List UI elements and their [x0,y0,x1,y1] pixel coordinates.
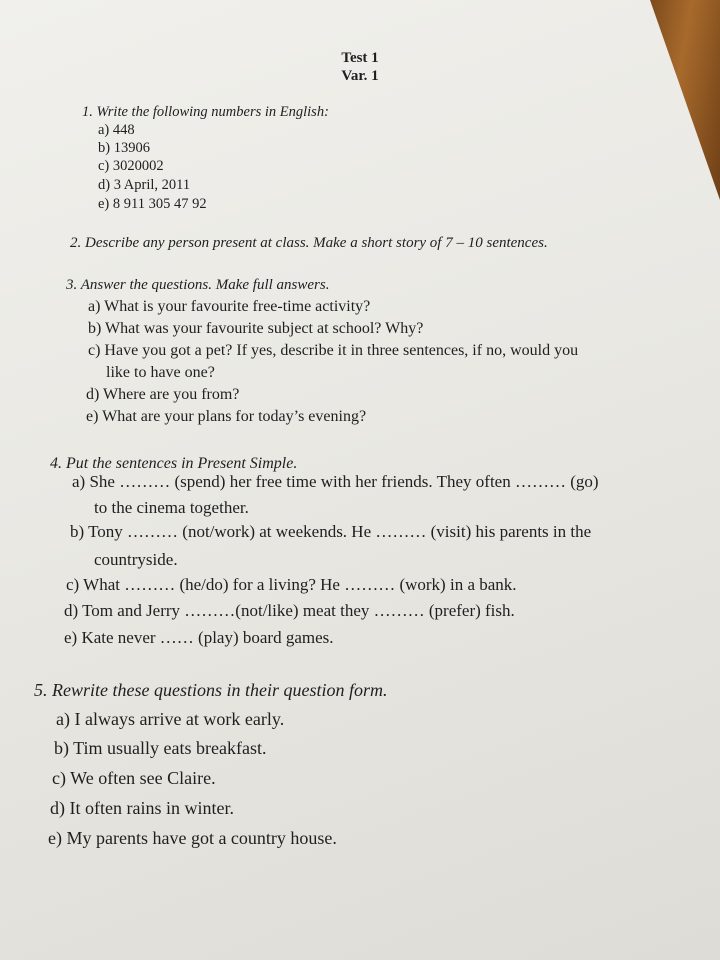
q5-item-d: d) It often rains in winter. [50,798,234,818]
q3-item-b: b) What was your favourite subject at school? Why? [88,320,424,337]
q4-item-b-cont: countryside. [94,550,178,569]
q5-item-e: e) My parents have got a country house. [48,828,337,848]
q3-item-a: a) What is your favourite free-time activity? [88,298,371,315]
q2-title: 2. Describe any person present at class. Make a short story of 7 – 10 sentences. [70,235,548,251]
q1-title: 1. Write the following numbers in English: [82,104,329,120]
q1-item-a: a) 448 [98,122,135,138]
desk-edge [650,0,720,200]
q1-item-d: d) 3 April, 2011 [98,177,191,193]
q1-item-e: e) 8 911 305 47 92 [98,196,207,212]
q4-item-c: c) What ……… (he/do) for a living? He ……… (work) in a bank. [66,575,517,594]
q1-item-b: b) 13906 [98,140,150,156]
test-variant: Var. 1 [341,68,379,84]
q3-title: 3. Answer the questions. Make full answers. [66,277,330,293]
q5-title: 5. Rewrite these questions in their question form. [34,680,388,700]
q3-item-e: e) What are your plans for today’s evening? [86,408,367,425]
q3-item-d: d) Where are you from? [86,386,240,403]
q5-item-c: c) We often see Claire. [52,768,216,788]
q1-item-c: c) 3020002 [98,158,164,174]
q4-title: 4. Put the sentences in Present Simple. [50,455,298,472]
q4-item-e: e) Kate never …… (play) board games. [64,628,334,647]
q4-item-a-cont: to the cinema together. [94,498,249,517]
q3-item-c-cont: like to have one? [106,364,215,381]
q5-item-b: b) Tim usually eats breakfast. [54,738,267,758]
q3-item-c: c) Have you got a pet? If yes, describe it in three sentences, if no, would you [88,342,579,359]
q4-item-b: b) Tony ……… (not/work) at weekends. He ……… (visit) his parents in the [70,522,592,541]
q4-item-d: d) Tom and Jerry ………(not/like) meat they ……… (prefer) fish. [64,601,515,620]
test-title: Test 1 [341,50,379,66]
q5-item-a: a) I always arrive at work early. [56,709,285,729]
q4-item-a: a) She ……… (spend) her free time with her friends. They often ……… (go) [72,472,599,491]
